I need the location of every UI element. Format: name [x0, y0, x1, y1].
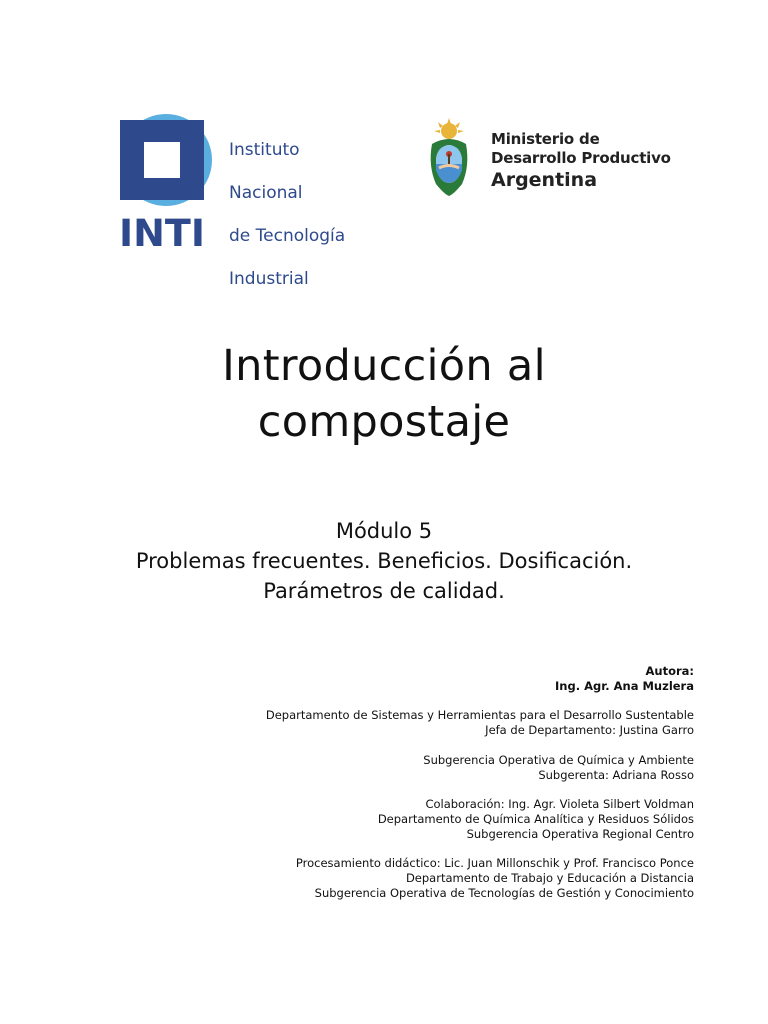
collaborator-subgerencia: Subgerencia Operativa Regional Centro: [466, 826, 694, 841]
inti-name-line: Nacional: [229, 182, 303, 203]
inti-acronym: INTI: [119, 212, 205, 252]
author-label: Autora:: [645, 664, 694, 678]
inti-name-line: Industrial: [229, 268, 309, 289]
collaborator: Colaboración: Ing. Agr. Violeta Silbert Voldman: [425, 797, 694, 812]
ministry-name: [491, 130, 671, 192]
document-title: [0, 338, 768, 450]
inti-name-line: Instituto: [229, 139, 300, 160]
inti-name: [229, 118, 345, 312]
processing-group: [134, 856, 694, 900]
module-number: Módulo 5: [335, 519, 433, 543]
logo-header: [0, 0, 768, 289]
subgerencia-head: Subgerenta: Adriana Rosso: [538, 767, 694, 782]
ministry-country: Argentina: [491, 169, 598, 191]
subgerencia-name: Subgerencia Operativa de Química y Ambiente: [423, 752, 694, 767]
subtitle-line: Parámetros de calidad.: [263, 579, 505, 603]
department-name: Departamento de Sistemas y Herramientas para el Desarrollo Sustentable: [265, 708, 694, 723]
collaboration-group: [134, 797, 694, 841]
author-name: Ing. Agr. Ana Muzlera: [555, 678, 694, 693]
processing-subgerencia: Subgerencia Operativa de Tecnologías de Gestión y Conocimiento: [314, 885, 694, 900]
department-group: [134, 708, 694, 738]
title-line: Introducción al: [222, 341, 546, 391]
argentina-coat-of-arms-icon: [424, 118, 474, 198]
processing-department: Departamento de Trabajo y Educación a Distancia: [405, 871, 694, 886]
subtitle-line: Problemas frecuentes. Beneficios. Dosificación.: [135, 549, 633, 573]
ministry-line: Ministerio de: [491, 130, 600, 148]
inti-name-line: de Tecnología: [229, 225, 346, 246]
subgerencia-group: [134, 753, 694, 783]
collaborator-department: Departamento de Química Analítica y Residuos Sólidos: [377, 811, 694, 826]
department-head: Jefa de Departamento: Justina Garro: [485, 723, 694, 738]
credits-block: [134, 664, 694, 916]
ministry-line: Desarrollo Productivo: [491, 149, 671, 167]
didactic-processing: Procesamiento didáctico: Lic. Juan Millonschik y Prof. Francisco Ponce: [295, 856, 694, 871]
inti-logo: [112, 112, 212, 252]
module-subtitle: [0, 516, 768, 606]
author-group: [134, 664, 694, 694]
title-line: compostaje: [257, 397, 511, 447]
